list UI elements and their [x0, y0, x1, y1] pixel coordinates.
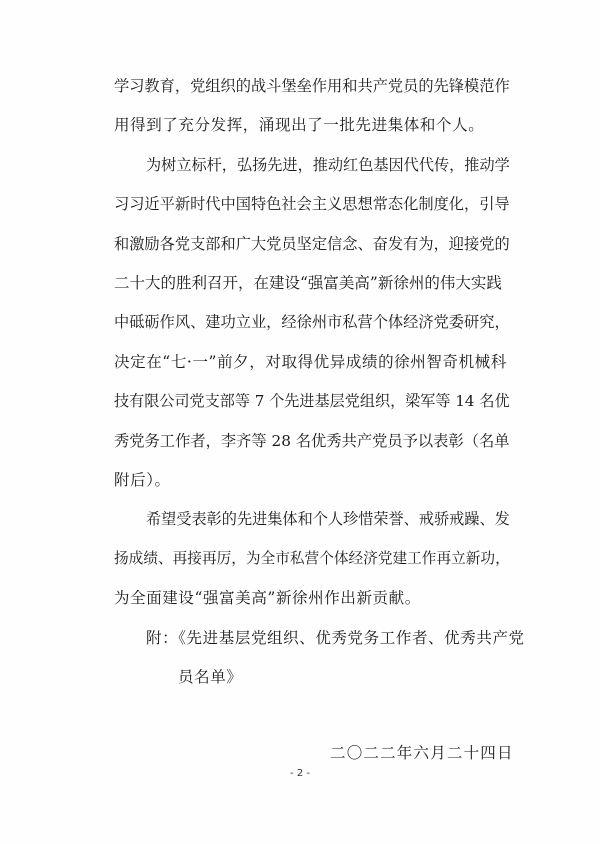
page-number: - 2 -: [290, 768, 310, 779]
attachment-line: 员名单》: [178, 668, 243, 686]
paragraph-line: 为树立标杆，弘扬先进，推动红色基因代代传，推动学: [146, 155, 510, 174]
paragraph-line: 中砥砺作风、建功立业，经徐州市私营个体经济党委研究，: [114, 313, 510, 332]
paragraph-line: 技有限公司党支部等 7 个先进基层党组织，梁军等 14 名优: [114, 392, 510, 411]
paragraph-line: 二十大的胜利召开，在建设“强富美高”新徐州的伟大实践: [114, 274, 502, 292]
paragraph-line: 扬成绩、再接再厉，为全市私营个体经济党建工作再立新功，: [114, 549, 510, 567]
paragraph-line: 秀党务工作者，李齐等 28 名优秀共产党员予以表彰（名单: [114, 431, 510, 450]
paragraph-line: 决定在“七·一”前夕，对取得优异成绩的徐州智奇机械科: [114, 352, 507, 371]
paragraph-line: 习习近平新时代中国特色社会主义思想常态化制度化，引导: [114, 195, 510, 214]
paragraph-line: 为全面建设“强富美高”新徐州作出新贡献。: [114, 589, 421, 608]
paragraph-line: 和激励各党支部和广大党员坚定信念、奋发有为，迎接党的: [114, 234, 510, 253]
paragraph-line: 学习教育，党组织的战斗堡垒作用和共产党员的先锋模范作: [114, 77, 510, 95]
document-date: 二〇二二年六月二十四日: [330, 744, 514, 762]
paragraph-line: 希望受表彰的先进集体和个人珍惜荣誉、戒骄戒躁、发: [146, 510, 510, 529]
paragraph-line: 附后）。: [114, 471, 171, 489]
attachment-line: 附：《先进基层党组织、优秀党务工作者、优秀共产党: [146, 628, 525, 647]
paragraph-line: 用得到了充分发挥，涌现出了一批先进集体和个人。: [114, 116, 485, 135]
